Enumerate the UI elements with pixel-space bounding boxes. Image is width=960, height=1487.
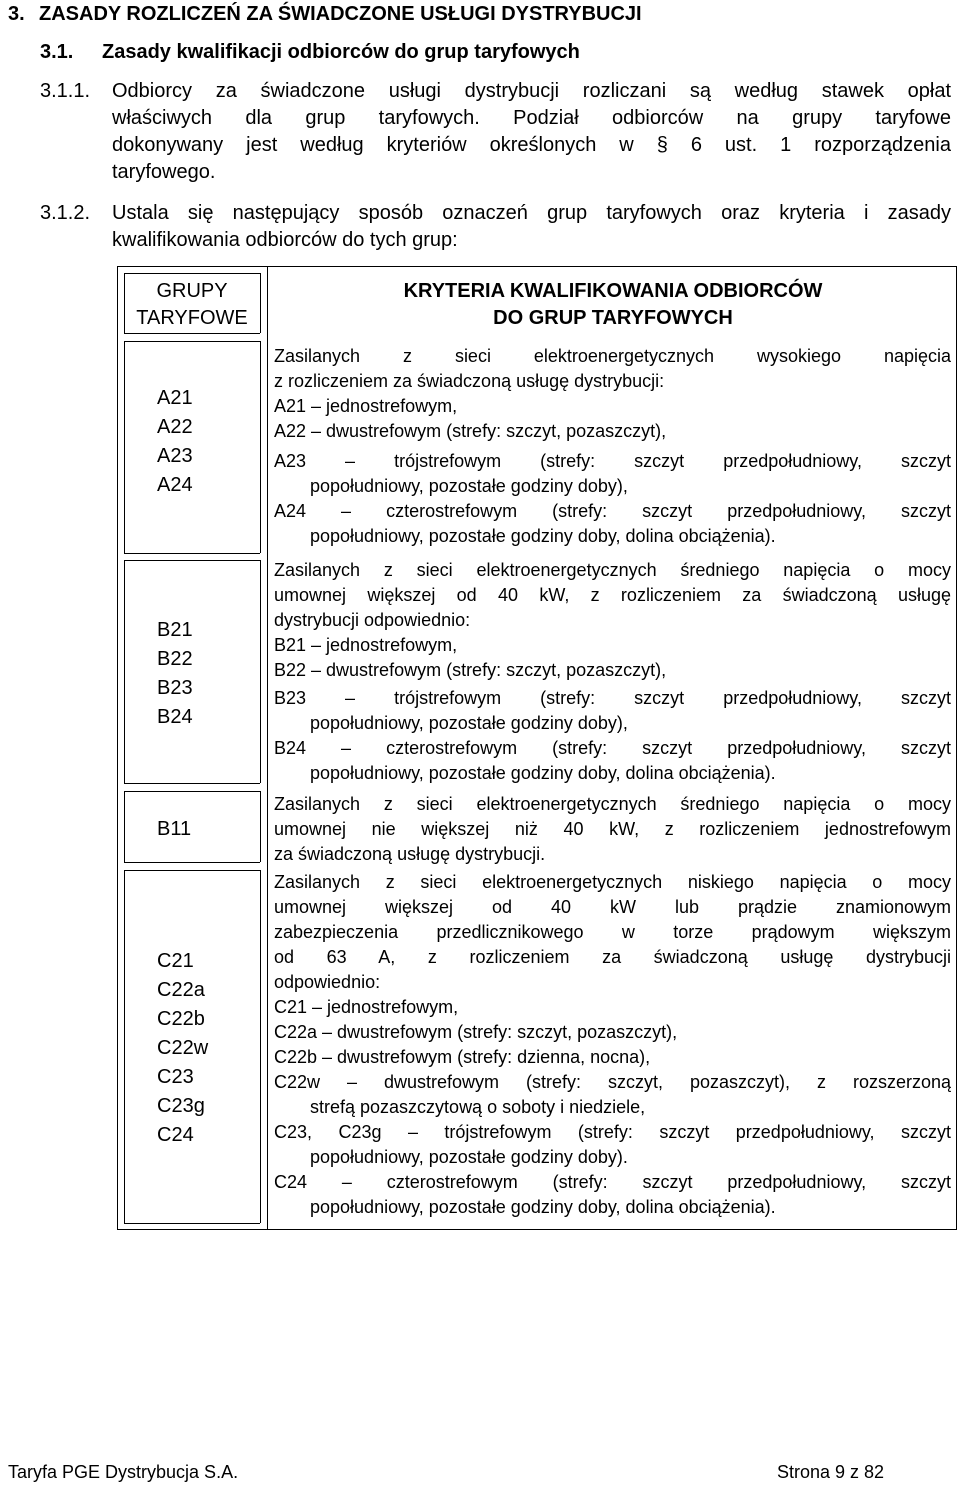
criteria-line: popołudniowy, pozostałe godziny doby),	[310, 476, 628, 496]
criteria-line: B23 – trójstrefowym (strefy: szczyt przedpołudniowy, szczyt	[274, 688, 951, 708]
criteria-line: popołudniowy, pozostałe godziny doby),	[310, 713, 628, 733]
criteria-line: umownej nie większej niż 40 kW, z rozliczeniem jednostrefowym	[274, 819, 951, 839]
group-cell-border	[124, 341, 125, 553]
criteria-line: C21 – jednostrefowym,	[274, 997, 459, 1017]
group-cell-border	[260, 560, 261, 783]
paragraph-3-1-2	[40, 200, 951, 254]
header-line: GRUPY	[156, 280, 228, 302]
group-code: B11	[157, 818, 192, 840]
criteria-c	[274, 870, 951, 1220]
group-cell-border	[124, 791, 260, 792]
criteria-line: popołudniowy, pozostałe godziny doby).	[310, 1147, 628, 1167]
criteria-line: popołudniowy, pozostałe godziny doby, dolina obciążenia).	[310, 1197, 776, 1217]
criteria-line: od 63 A, z rozliczeniem za świadczoną usługę dystrybucji	[274, 947, 951, 967]
section-heading	[8, 2, 642, 26]
criteria-line: zabezpieczenia przedlicznikowego w torze prądowym większym	[274, 922, 951, 942]
paragraph-line: właściwych dla grup taryfowych. Podział odbiorców na grupy taryfowe	[112, 107, 951, 129]
group-code: C22a	[157, 979, 205, 1001]
paragraph-line: kwalifikowania odbiorców do tych grup:	[112, 229, 458, 251]
paragraph-line: dokonywany jest według kryteriów określonych w § 6 ust. 1 rozporządzenia	[112, 134, 951, 156]
group-code: C22b	[157, 1008, 205, 1030]
table-border-right	[956, 266, 957, 1230]
header-line: KRYTERIA KWALIFIKOWANIA ODBIORCÓW	[403, 280, 823, 302]
paragraph-3-1-1	[40, 78, 951, 186]
group-code: C22w	[157, 1037, 209, 1059]
group-cell-border	[124, 560, 125, 783]
criteria-line: A24 – czterostrefowym (strefy: szczyt przedpołudniowy, szczyt	[274, 501, 951, 521]
criteria-line: A23 – trójstrefowym (strefy: szczyt przedpołudniowy, szczyt	[274, 451, 951, 471]
group-code: A24	[157, 474, 193, 496]
paragraph-line: Ustala się następujący sposób oznaczeń grup taryfowych oraz kryteria i zasady	[112, 202, 951, 224]
group-cell-border	[124, 273, 260, 274]
criteria-column-header	[269, 278, 957, 332]
group-cell-border	[124, 783, 260, 784]
criteria-line: C23, C23g – trójstrefowym (strefy: szczyt przedpołudniowy, szczyt	[274, 1122, 951, 1142]
group-codes-a	[157, 384, 257, 500]
criteria-line: B21 – jednostrefowym,	[274, 635, 458, 655]
group-code: B23	[157, 677, 193, 699]
criteria-b11	[274, 792, 951, 867]
footer-page-number: Strona 9 z 82	[777, 1462, 885, 1482]
group-cell-border	[260, 870, 261, 1223]
criteria-line: C24 – czterostrefowym (strefy: szczyt przedpołudniowy, szczyt	[274, 1172, 951, 1192]
group-code: C23g	[157, 1095, 205, 1117]
group-code: B22	[157, 648, 193, 670]
criteria-line: C22a – dwustrefowym (strefy: szczyt, pozaszczyt),	[274, 1022, 678, 1042]
group-cell-border	[124, 560, 260, 561]
header-line: DO GRUP TARYFOWYCH	[493, 307, 733, 329]
group-cell-border	[124, 870, 260, 871]
criteria-line: A21 – jednostrefowym,	[274, 396, 458, 416]
criteria-line: Zasilanych z sieci elektroenergetycznych wysokiego napięcia	[274, 346, 951, 366]
criteria-line: B22 – dwustrefowym (strefy: szczyt, pozaszczyt),	[274, 660, 667, 680]
group-column-header	[117, 278, 267, 332]
group-code: C24	[157, 1124, 194, 1146]
group-cell-border	[124, 862, 260, 863]
criteria-line: A22 – dwustrefowym (strefy: szczyt, pozaszczyt),	[274, 421, 667, 441]
criteria-line: z rozliczeniem za świadczoną usługę dystrybucji:	[274, 371, 665, 391]
header-line: TARYFOWE	[136, 307, 248, 329]
criteria-line: strefą pozaszczytową o soboty i niedziele,	[310, 1097, 646, 1117]
criteria-line: Zasilanych z sieci elektroenergetycznych średniego napięcia o mocy	[274, 794, 951, 814]
group-code: B24	[157, 706, 193, 728]
subsection-number: 3.1.	[40, 41, 74, 63]
paragraph-line: taryfowego.	[112, 161, 216, 183]
criteria-line: dystrybucji odpowiednio:	[274, 610, 471, 630]
criteria-line: B24 – czterostrefowym (strefy: szczyt przedpołudniowy, szczyt	[274, 738, 951, 758]
paragraph-line: Odbiorcy za świadczone usługi dystrybucji rozliczani są według stawek opłat	[112, 80, 951, 102]
criteria-b2	[274, 558, 951, 786]
table-border-left	[117, 266, 118, 1230]
group-code: C23	[157, 1066, 194, 1088]
criteria-line: odpowiednio:	[274, 972, 381, 992]
group-cell-border	[260, 791, 261, 862]
criteria-line: Zasilanych z sieci elektroenergetycznych średniego napięcia o mocy	[274, 560, 951, 580]
criteria-line: popołudniowy, pozostałe godziny doby, dolina obciążenia).	[310, 526, 776, 546]
group-code: A22	[157, 416, 193, 438]
group-cell-border	[260, 341, 261, 553]
footer-document-name: Taryfa PGE Dystrybucja S.A.	[8, 1462, 239, 1482]
criteria-line: za świadczoną usługę dystrybucji.	[274, 844, 546, 864]
criteria-line: C22b – dwustrefowym (strefy: dzienna, nocna),	[274, 1047, 651, 1067]
group-code: A23	[157, 445, 193, 467]
criteria-line: popołudniowy, pozostałe godziny doby, dolina obciążenia).	[310, 763, 776, 783]
subsection-heading	[40, 40, 580, 64]
group-cell-border	[124, 1223, 260, 1224]
group-codes-b11	[157, 815, 257, 844]
criteria-line: Zasilanych z sieci elektroenergetycznych niskiego napięcia o mocy	[274, 872, 951, 892]
tariff-groups-table	[117, 266, 957, 1230]
group-code: B21	[157, 619, 193, 641]
table-border-top	[117, 266, 957, 267]
group-cell-border	[124, 333, 260, 334]
group-cell-border	[124, 341, 260, 342]
criteria-line: umownej większej od 40 kW, z rozliczeniem za świadczoną usługę	[274, 585, 951, 605]
criteria-a	[274, 344, 951, 549]
column-divider	[267, 266, 268, 1230]
group-codes-b2	[157, 616, 257, 732]
criteria-line: C22w – dwustrefowym (strefy: szczyt, pozaszczyt), z rozszerzoną	[274, 1072, 951, 1092]
group-code: A21	[157, 387, 193, 409]
subsection-title: Zasady kwalifikacji odbiorców do grup taryfowych	[102, 41, 580, 63]
group-codes-c	[157, 947, 257, 1150]
paragraph-number: 3.1.1.	[40, 80, 91, 102]
group-code: C21	[157, 950, 194, 972]
group-cell-border	[124, 553, 260, 554]
criteria-line: umownej większej od 40 kW lub prądzie znamionowym	[274, 897, 951, 917]
group-cell-border	[124, 791, 125, 862]
paragraph-number: 3.1.2.	[40, 202, 91, 224]
group-cell-border	[124, 870, 125, 1223]
section-title: ZASADY ROZLICZEŃ ZA ŚWIADCZONE USŁUGI DYSTRYBUCJI	[39, 3, 642, 25]
section-number: 3.	[8, 3, 25, 25]
table-border-bottom	[117, 1229, 957, 1230]
